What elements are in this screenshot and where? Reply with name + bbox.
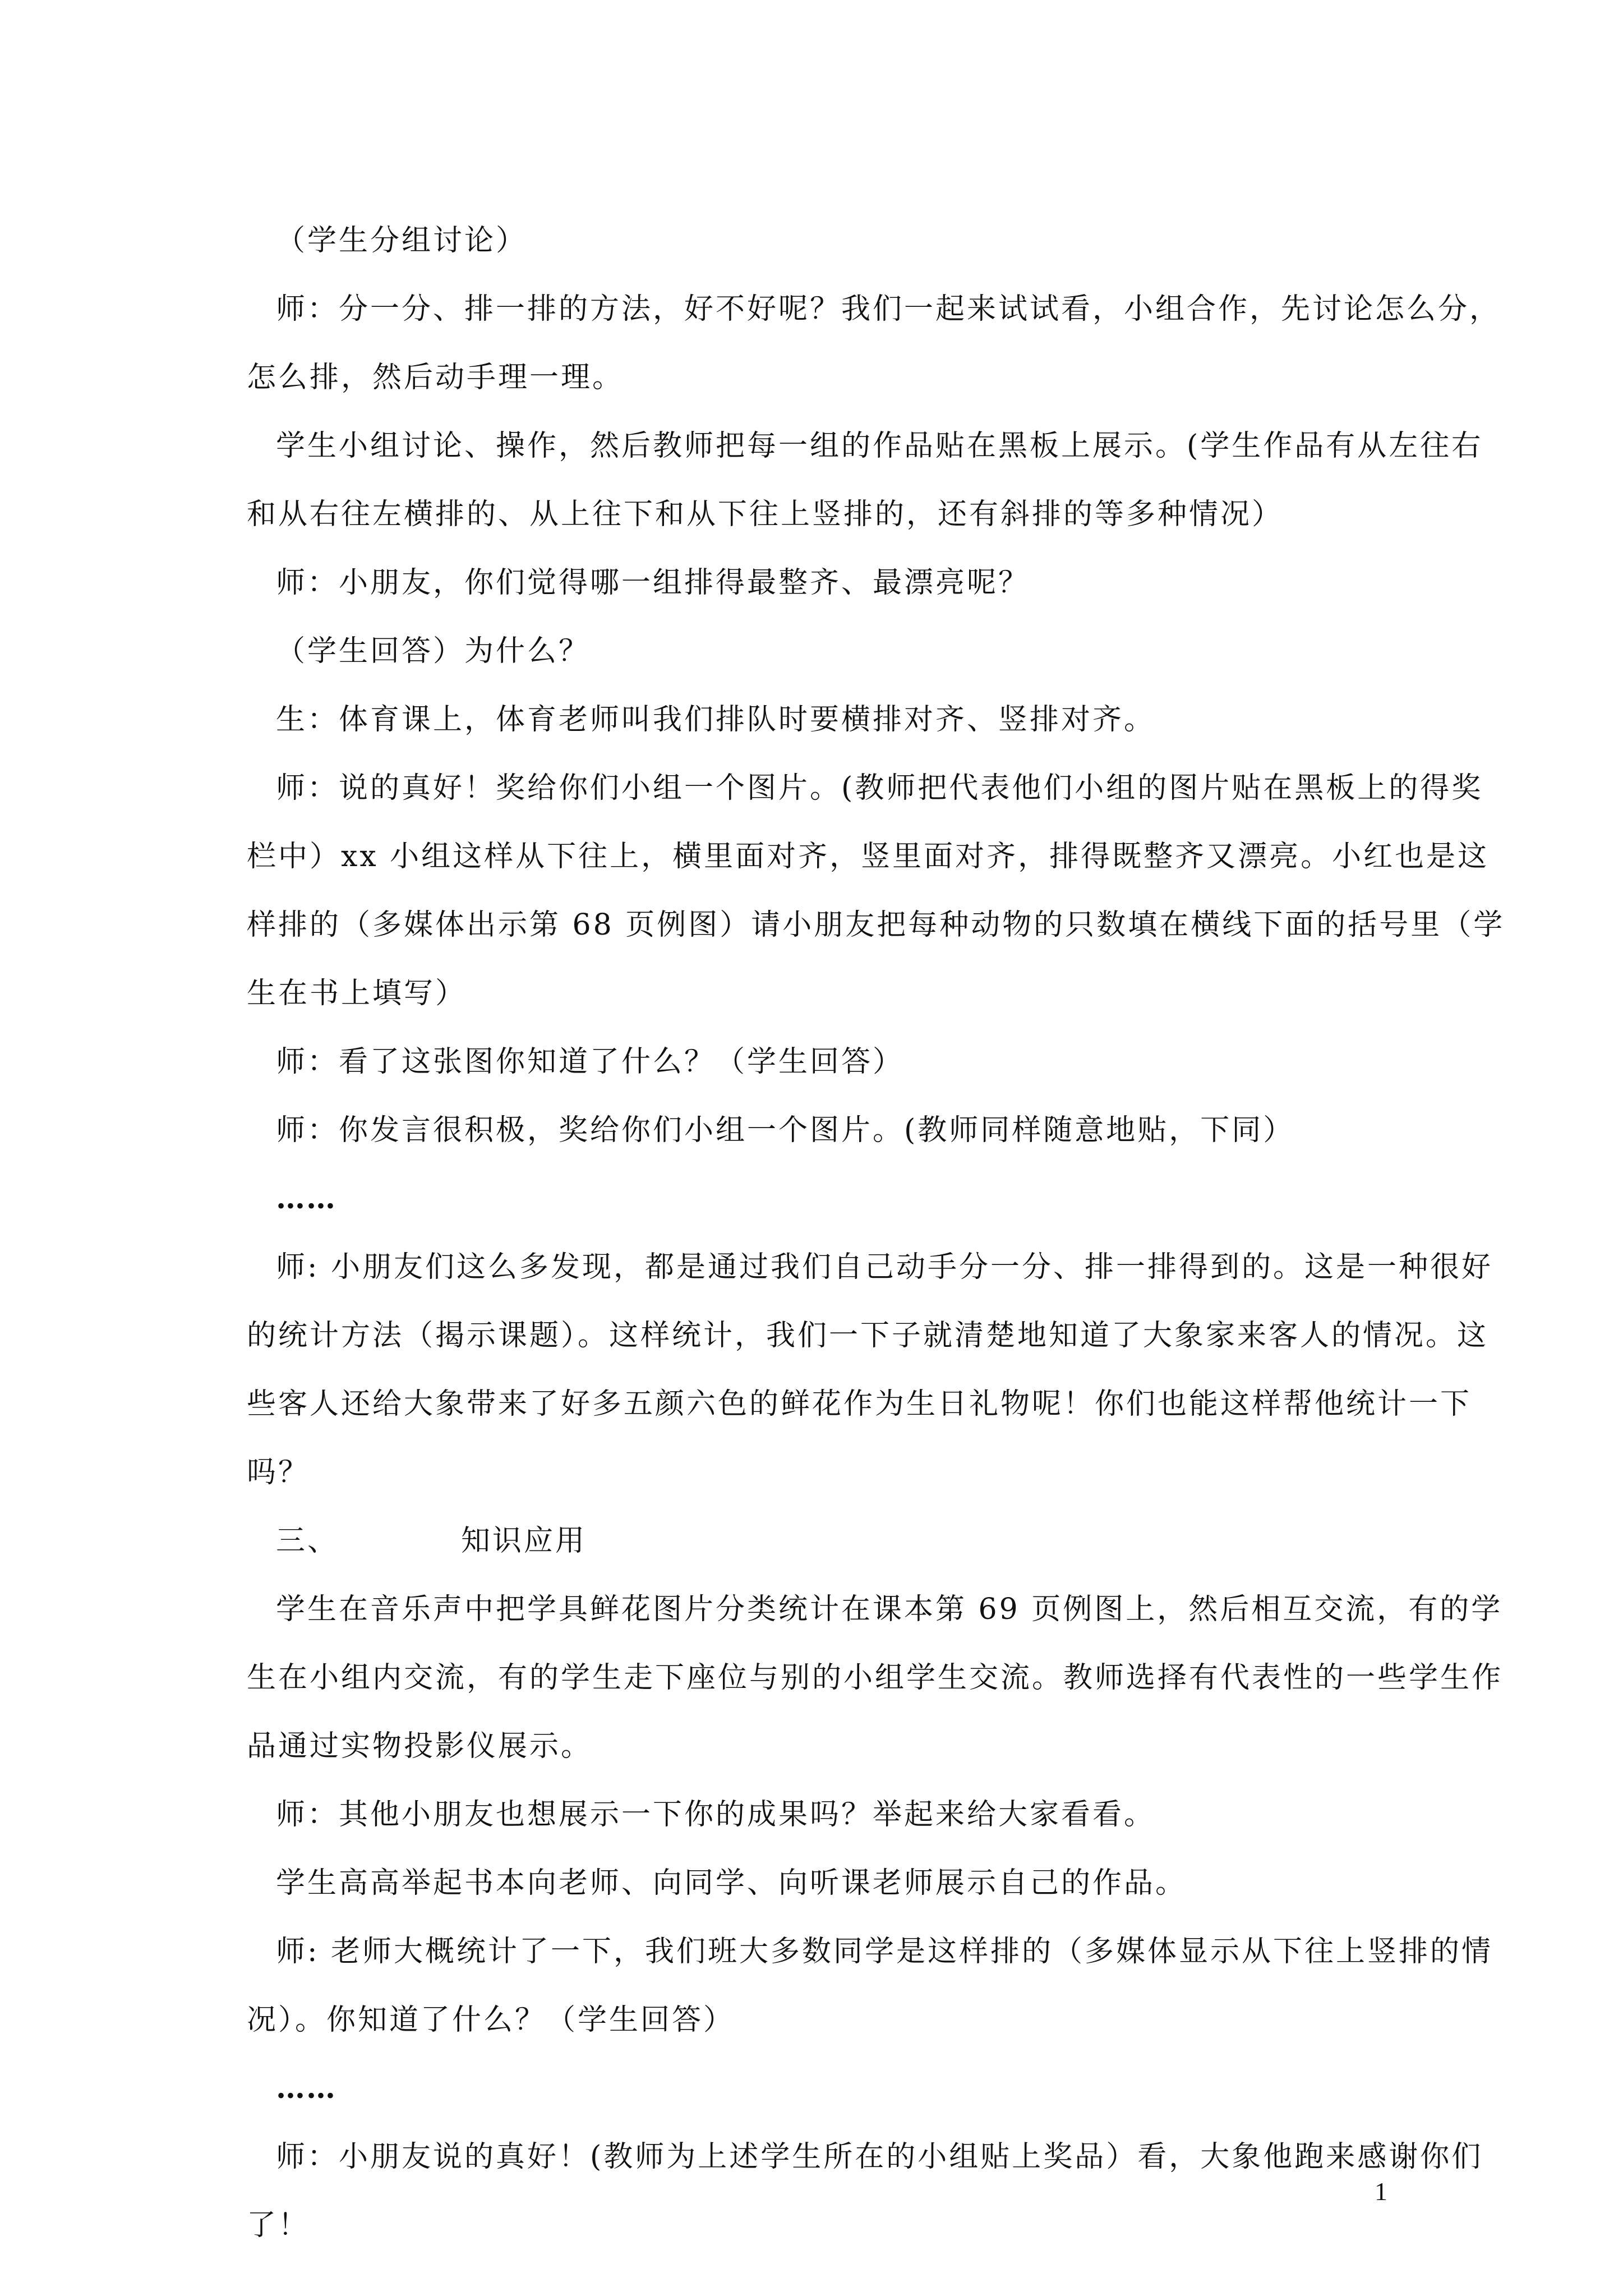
paragraph <box>247 1096 1385 1165</box>
paragraph <box>247 754 1505 1028</box>
text-line: 师: 小朋友们这么多发现，都是通过我们自己动手分一分、排一排得到的。这是一种很好 <box>276 1250 1493 1284</box>
text-line: 生：体育课上，体育老师叫我们排队时要横排对齐、竖排对齐。 <box>276 703 1156 737</box>
text-line: 师：小朋友，你们觉得哪一组排得最整齐、最漂亮呢？ <box>276 566 1030 600</box>
text-line: 学生在音乐声中把学具鲜花图片分类统计在课本第 69 页例图上，然后相互交流，有的学 <box>276 1593 1503 1626</box>
text-line: 师：你发言很积极，奖给你们小组一个图片。(教师同样随意地贴，下同） <box>276 1114 1295 1147</box>
paragraph <box>247 1028 1385 1096</box>
ellipsis: …… <box>276 1181 336 1216</box>
section-title: 知识应用 <box>461 1524 587 1558</box>
text-line: 生在小组内交流，有的学生走下座位与别的小组学生交流。教师选择有代表性的一些学生作 <box>247 1661 1504 1695</box>
text-line: 栏中）xx 小组这样从下往上，横里面对齐，竖里面对齐，排得既整齐又漂亮。小红也是这 <box>247 840 1490 873</box>
text-line: 况）。你知道了什么？（学生回答） <box>247 2003 735 2037</box>
text-line: 师：小朋友说的真好！(教师为上述学生所在的小组贴上奖品）看，大象他跑来感谢你们 <box>276 2140 1483 2174</box>
text-line: 了！ <box>247 2208 310 2242</box>
text-line: 师：说的真好！奖给你们小组一个图片。(教师把代表他们小组的图片贴在黑板上的得奖 <box>276 771 1483 805</box>
paragraph <box>247 549 1385 617</box>
section-heading <box>247 1507 1385 1575</box>
paragraph <box>247 412 1483 549</box>
text-line: 些客人还给大象带来了好多五颜六色的鲜花作为生日礼物呢！你们也能这样帮他统计一下 <box>247 1387 1472 1421</box>
text-line: 师：分一分、排一排的方法，好不好呢？我们一起来试试看，小组合作，先讨论怎么分， <box>276 292 1501 326</box>
document-body <box>247 206 1505 2260</box>
text-line: （学生回答）为什么？ <box>276 634 591 668</box>
text-line: 的统计方法（揭示课题）。这样统计，我们一下子就清楚地知道了大象家来客人的情况。这 <box>247 1319 1489 1352</box>
ellipsis: …… <box>276 2071 336 2105</box>
paragraph <box>247 1917 1493 2054</box>
paragraph <box>247 206 1385 275</box>
text-line: 师：看了这张图你知道了什么？（学生回答） <box>276 1045 905 1079</box>
paragraph <box>247 617 1385 685</box>
text-line: 怎么排，然后动手理一理。 <box>247 361 624 394</box>
paragraph <box>247 1849 1385 1917</box>
text-line: 师: 老师大概统计了一下，我们班大多数同学是这样排的（多媒体显示从下往上竖排的情 <box>276 1935 1493 1968</box>
paragraph <box>247 1575 1504 1780</box>
section-number: 三、 <box>276 1524 339 1558</box>
text-line: 吗？ <box>247 1456 310 1489</box>
page-number: 1 <box>1375 2177 1387 2206</box>
paragraph <box>247 275 1501 412</box>
paragraph <box>247 1233 1493 1507</box>
paragraph <box>247 685 1385 754</box>
text-line: 和从右往左横排的、从上往下和从下往上竖排的，还有斜排的等多种情况） <box>247 498 1284 531</box>
paragraph <box>247 2123 1483 2260</box>
text-line: 学生小组讨论、操作，然后教师把每一组的作品贴在黑板上展示。(学生作品有从左往右 <box>276 429 1483 463</box>
text-line: （学生分组讨论） <box>276 224 528 257</box>
paragraph <box>247 1780 1385 1849</box>
text-line: 品通过实物投影仪展示。 <box>247 1729 593 1763</box>
text-line: 师：其他小朋友也想展示一下你的成果吗？举起来给大家看看。 <box>276 1798 1156 1832</box>
text-line: 生在书上填写） <box>247 977 467 1010</box>
text-line: 样排的（多媒体出示第 68 页例图）请小朋友把每种动物的只数填在横线下面的括号里（学 <box>247 908 1505 942</box>
text-line: 学生高高举起书本向老师、向同学、向听课老师展示自己的作品。 <box>276 1866 1187 1900</box>
